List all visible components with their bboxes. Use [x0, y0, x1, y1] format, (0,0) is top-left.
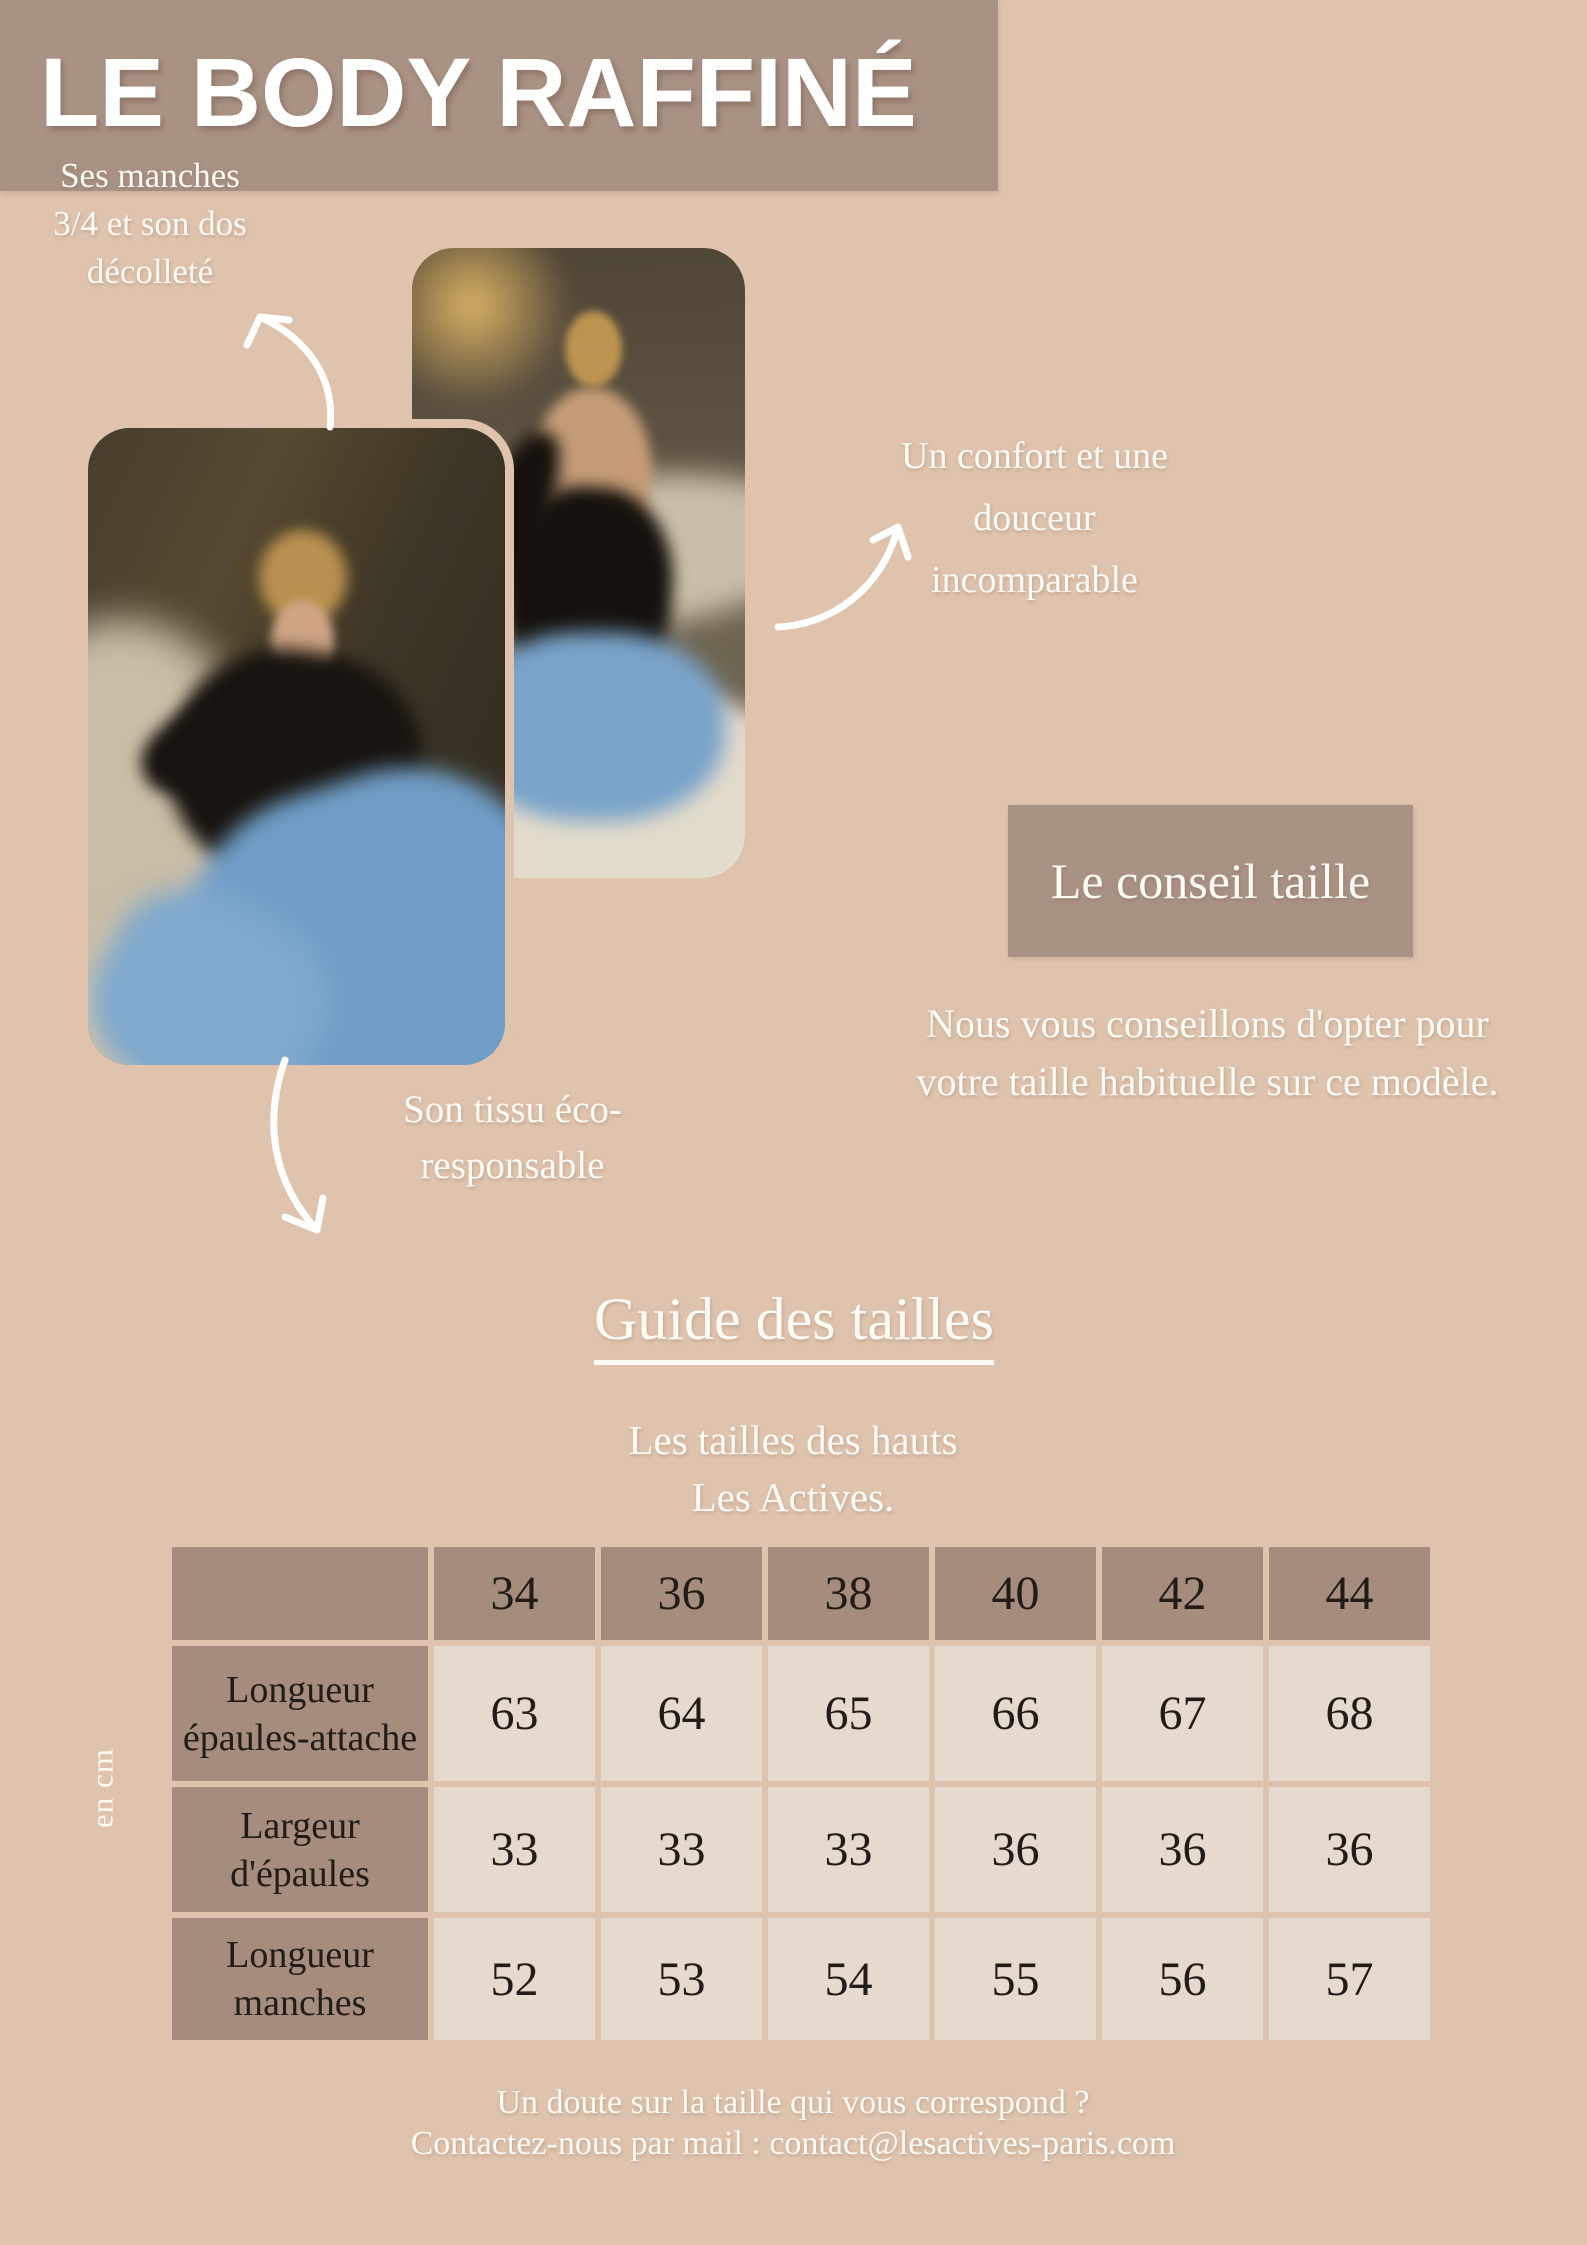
table-value: 36: [935, 1787, 1096, 1912]
annotation-line: incomparable: [931, 559, 1138, 601]
size-table: [172, 1547, 1430, 2040]
table-value: 63: [434, 1646, 595, 1781]
table-size-header: 44: [1269, 1547, 1430, 1640]
annotation-line: 3/4 et son dos: [53, 204, 247, 243]
table-value: 66: [935, 1646, 1096, 1781]
table-value: 57: [1269, 1918, 1430, 2040]
annotation-arrow-comfort: [770, 495, 920, 640]
annotation-sleeves: [5, 152, 295, 296]
annotation-line: douceur: [973, 497, 1096, 539]
size-guide-subtitle: [393, 1412, 1193, 1526]
table-value: 33: [601, 1787, 762, 1912]
subtitle-line: Les Actives.: [691, 1474, 895, 1520]
advice-line: votre taille habituelle sur ce modèle.: [916, 1059, 1499, 1104]
table-value: 55: [935, 1918, 1096, 2040]
table-row-label: Longueur épaules-attache: [172, 1646, 428, 1781]
table-value: 33: [768, 1787, 929, 1912]
annotation-line: Un confort et une: [901, 435, 1168, 477]
table-size-header: 42: [1102, 1547, 1263, 1640]
table-value: 64: [601, 1646, 762, 1781]
table-value: 53: [601, 1918, 762, 2040]
table-value: 56: [1102, 1918, 1263, 2040]
contact-footer: [143, 2082, 1443, 2164]
annotation-line: Ses manches: [60, 156, 240, 195]
page-title: LE BODY RAFFINÉ: [40, 38, 917, 147]
footer-line: Un doute sur la taille qui vous correspond ?: [496, 2084, 1090, 2121]
annotation-arrow-sleeves: [225, 295, 345, 435]
photo-model-front-view: [88, 428, 505, 1065]
advice-line: Nous vous conseillons d'opter pour: [926, 1001, 1489, 1046]
footer-line-email: Contactez-nous par mail : contact@lesactives-paris.com: [410, 2125, 1176, 2162]
table-row-label: Longueur manches: [172, 1918, 428, 2040]
table-size-header: 34: [434, 1547, 595, 1640]
annotation-line: responsable: [420, 1144, 605, 1187]
table-value: 67: [1102, 1646, 1263, 1781]
size-advice-box: [1008, 805, 1413, 957]
table-value: 52: [434, 1918, 595, 2040]
size-advice-title: Le conseil taille: [1050, 853, 1371, 909]
table-value: 33: [434, 1787, 595, 1912]
table-value: 36: [1269, 1787, 1430, 1912]
table-value: 68: [1269, 1646, 1430, 1781]
table-value: 65: [768, 1646, 929, 1781]
subtitle-line: Les tailles des hauts: [628, 1417, 958, 1463]
table-value: 36: [1102, 1787, 1263, 1912]
unit-label: en cm: [84, 1748, 120, 1828]
table-row-label: Largeur d'épaules: [172, 1787, 428, 1912]
size-guide-title: Guide des tailles: [394, 1285, 1194, 1365]
table-size-header: 38: [768, 1547, 929, 1640]
annotation-line: décolleté: [86, 252, 214, 291]
table-corner-cell: [172, 1547, 428, 1640]
annotation-line: Son tissu éco-: [403, 1088, 622, 1131]
lamp-glow: [412, 248, 572, 406]
table-size-header: 36: [601, 1547, 762, 1640]
annotation-fabric: [330, 1082, 695, 1194]
table-size-header: 40: [935, 1547, 1096, 1640]
table-value: 54: [768, 1918, 929, 2040]
size-advice-text: [875, 995, 1540, 1111]
model-hair-bun: [565, 311, 622, 387]
annotation-arrow-fabric: [255, 1052, 350, 1252]
